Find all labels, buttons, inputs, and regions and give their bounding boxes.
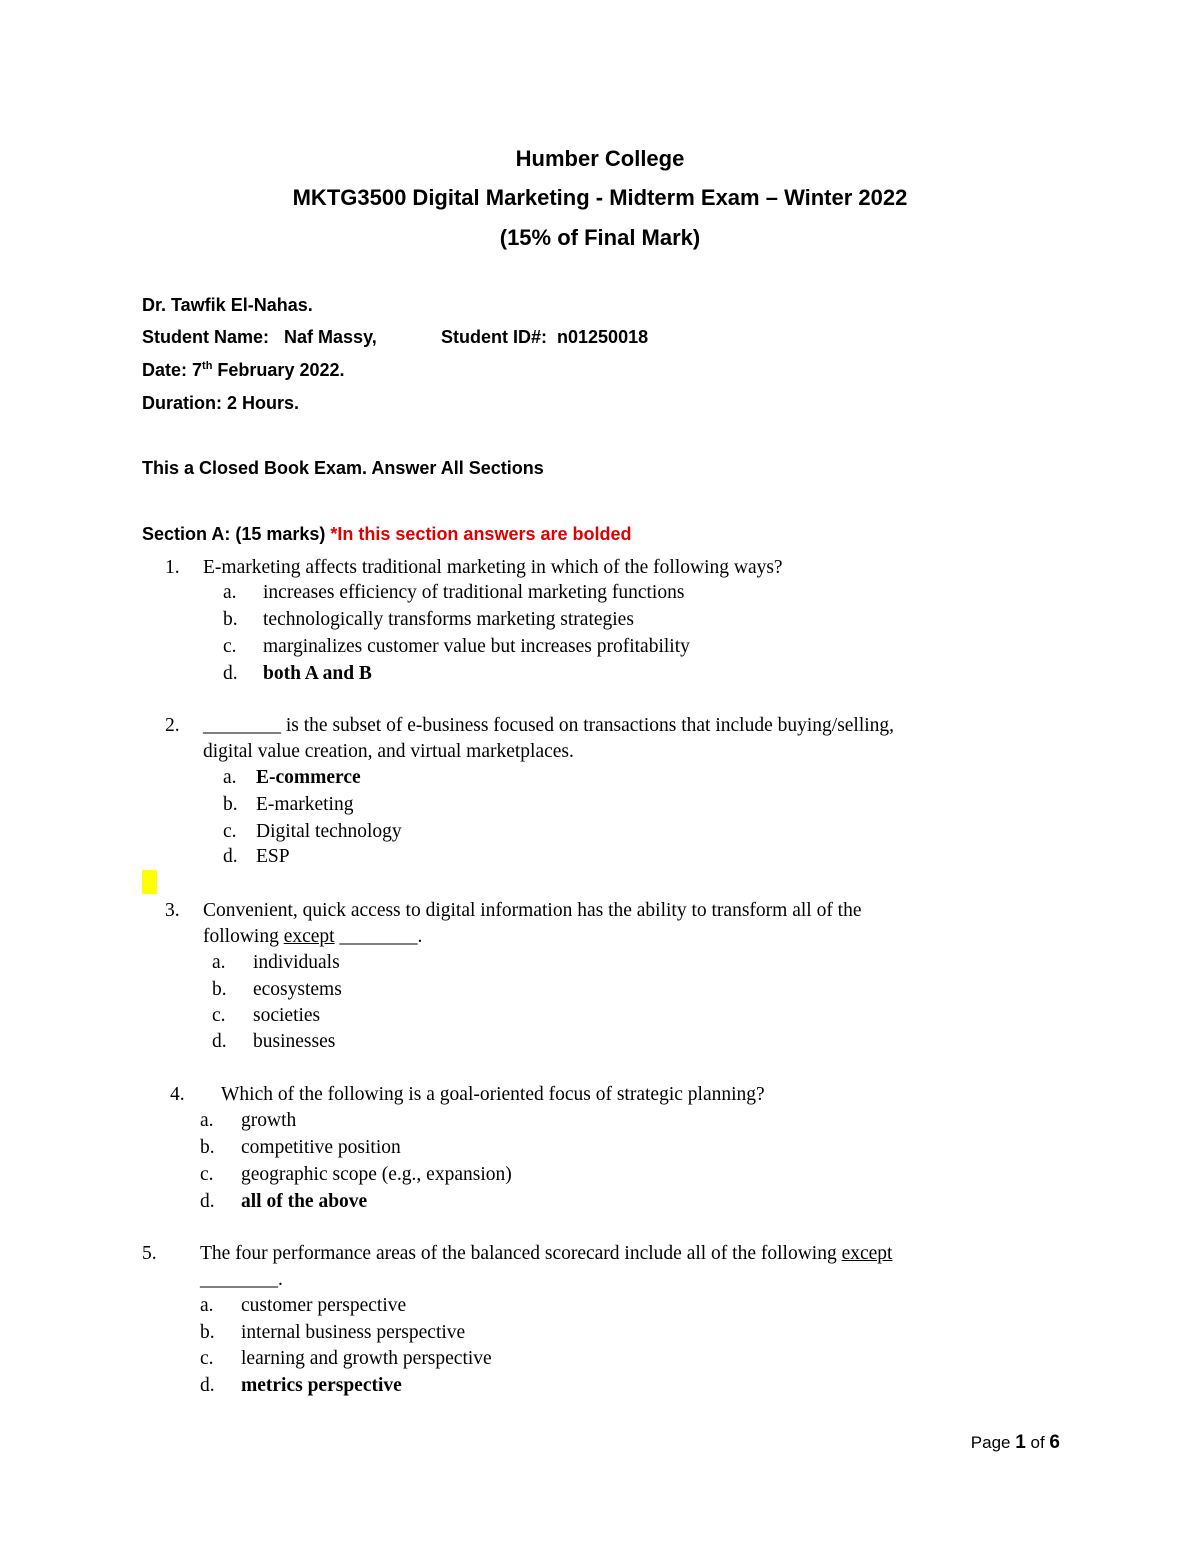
of-word: of bbox=[1025, 1433, 1050, 1452]
option-text: growth bbox=[241, 1110, 297, 1131]
option-letter: b. bbox=[200, 1322, 215, 1343]
option-letter: a. bbox=[200, 1295, 214, 1316]
student-name-label: Student Name: bbox=[142, 327, 270, 347]
student-id-label: Student ID#: bbox=[441, 327, 547, 347]
option-letter: c. bbox=[223, 821, 237, 842]
option-text: increases efficiency of traditional marketing functions bbox=[263, 582, 685, 603]
date-superscript: th bbox=[202, 360, 213, 372]
option-letter: a. bbox=[223, 582, 237, 603]
student-name-value: Naf Massy, bbox=[284, 327, 377, 347]
option-text: marginalizes customer value but increases profitability bbox=[263, 636, 690, 657]
question-number: 1. bbox=[165, 557, 180, 578]
answer-blank: ________. bbox=[200, 1269, 283, 1290]
option-letter: c. bbox=[200, 1348, 214, 1369]
current-page: 1 bbox=[1015, 1432, 1026, 1453]
question-text-line: Convenient, quick access to digital information has the ability to transform all of the bbox=[203, 900, 862, 921]
student-id-line bbox=[441, 327, 648, 348]
question-text-line bbox=[203, 926, 422, 948]
instructor-line: Dr. Tawfik El-Nahas. bbox=[142, 295, 313, 315]
option-text-answer: both A and B bbox=[263, 663, 372, 684]
option-letter: b. bbox=[200, 1137, 215, 1158]
section-a-title: Section A: (15 marks) bbox=[142, 524, 331, 544]
option-letter: c. bbox=[223, 636, 237, 657]
option-text: Digital technology bbox=[256, 821, 402, 842]
option-text: ecosystems bbox=[253, 979, 342, 1000]
institution-title: Humber College bbox=[515, 146, 685, 171]
question-text-underlined: except bbox=[283, 926, 335, 947]
question-text: E-marketing affects traditional marketing in which of the following ways? bbox=[203, 557, 783, 578]
option-text-answer: metrics perspective bbox=[241, 1375, 402, 1396]
question-text-post: ________. bbox=[334, 926, 423, 947]
page-word: Page bbox=[970, 1433, 1016, 1452]
date-line bbox=[142, 360, 345, 381]
answer-blank: ________ bbox=[203, 715, 281, 736]
option-letter: b. bbox=[212, 979, 227, 1000]
option-text: customer perspective bbox=[241, 1295, 407, 1316]
question-text-underlined: except bbox=[841, 1243, 893, 1264]
duration-line: Duration: 2 Hours. bbox=[142, 393, 300, 413]
option-text: geographic scope (e.g., expansion) bbox=[241, 1164, 512, 1185]
question-text: Which of the following is a goal-oriented focus of strategic planning? bbox=[221, 1084, 765, 1105]
student-line bbox=[142, 327, 377, 348]
question-text-line bbox=[200, 1243, 892, 1265]
date-rest: February 2022. bbox=[212, 360, 345, 380]
option-text: societies bbox=[253, 1005, 321, 1026]
question-text-pre: following bbox=[203, 926, 284, 947]
course-title: MKTG3500 Digital Marketing - Midterm Exam – Winter 2022 bbox=[292, 185, 908, 210]
option-letter: d. bbox=[200, 1191, 215, 1212]
option-text: businesses bbox=[253, 1031, 336, 1052]
question-number: 3. bbox=[165, 900, 180, 921]
option-text-answer: E-commerce bbox=[256, 767, 361, 788]
option-text-answer: all of the above bbox=[241, 1191, 368, 1212]
option-text: internal business perspective bbox=[241, 1322, 466, 1343]
option-text: ESP bbox=[256, 846, 290, 867]
option-text: E-marketing bbox=[256, 794, 354, 815]
option-letter: a. bbox=[212, 952, 226, 973]
option-letter: d. bbox=[223, 663, 238, 684]
option-letter: b. bbox=[223, 794, 238, 815]
option-letter: a. bbox=[200, 1110, 214, 1131]
instructions-line: This a Closed Book Exam. Answer All Sections bbox=[142, 458, 544, 478]
date-label: Date: 7 bbox=[142, 360, 203, 380]
question-number: 4. bbox=[170, 1084, 185, 1105]
page-number bbox=[971, 1432, 1060, 1454]
option-text: learning and growth perspective bbox=[241, 1348, 492, 1369]
option-text: competitive position bbox=[241, 1137, 401, 1158]
option-text: individuals bbox=[253, 952, 340, 973]
option-letter: c. bbox=[200, 1164, 214, 1185]
question-text-pre: The four performance areas of the balanced scorecard include all of the following bbox=[200, 1243, 842, 1264]
student-id-value: n01250018 bbox=[557, 327, 649, 347]
question-number: 2. bbox=[165, 715, 180, 736]
question-text-line: is the subset of e-business focused on transactions that include buying/selling, bbox=[281, 715, 895, 736]
weight-subtitle: (15% of Final Mark) bbox=[499, 225, 701, 250]
total-pages: 6 bbox=[1049, 1432, 1060, 1453]
option-letter: d. bbox=[223, 846, 238, 867]
option-letter: c. bbox=[212, 1005, 226, 1026]
question-text bbox=[203, 715, 894, 737]
question-number: 5. bbox=[142, 1243, 157, 1264]
section-a-note: *In this section answers are bolded bbox=[330, 524, 632, 544]
section-a-heading bbox=[142, 524, 632, 545]
option-letter: a. bbox=[223, 767, 237, 788]
option-text: technologically transforms marketing strategies bbox=[263, 609, 634, 630]
option-letter: b. bbox=[223, 609, 238, 630]
option-letter: d. bbox=[200, 1375, 215, 1396]
highlight-mark bbox=[142, 870, 157, 894]
option-letter: d. bbox=[212, 1031, 227, 1052]
question-text-line: digital value creation, and virtual marketplaces. bbox=[203, 741, 574, 762]
